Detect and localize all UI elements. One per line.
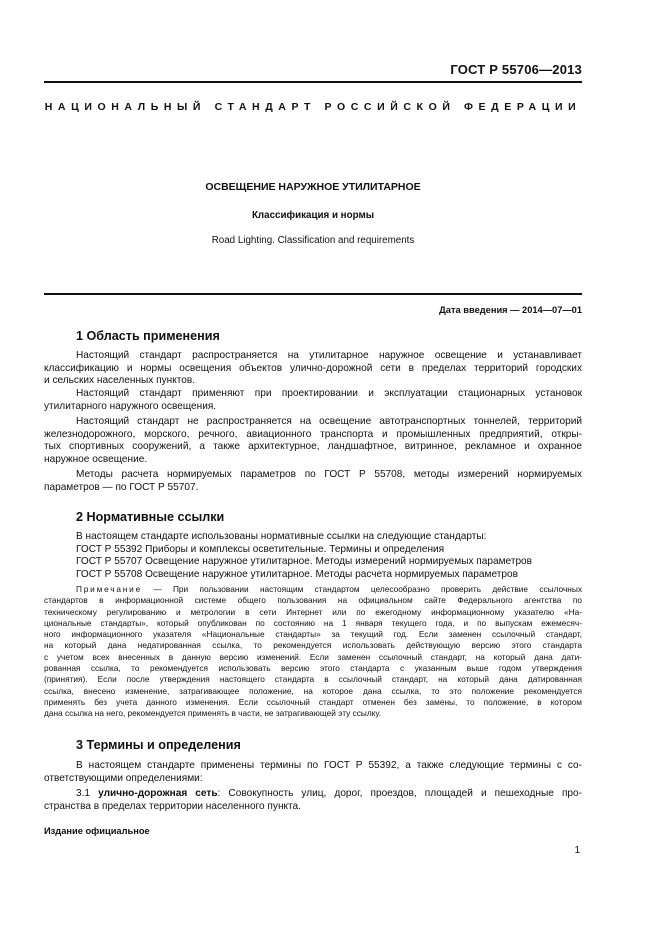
note-line: применять без учета данного изменения. Если ссылочный стандарт отменен без замены, то положение, в котором bbox=[44, 696, 582, 707]
page-number: 1 bbox=[574, 845, 580, 856]
note-label: Примечание bbox=[76, 584, 143, 594]
header-rule bbox=[44, 81, 582, 83]
text-line: железнодорожного, морского, речного, авиационного транспорта и промышленных предприятий, откры- bbox=[44, 428, 582, 440]
section-2-heading: 2 Нормативные ссылки bbox=[76, 510, 225, 524]
section-2-references bbox=[44, 531, 582, 582]
standard-designation: ГОСТ Р 55706—2013 bbox=[450, 62, 582, 77]
title-rule bbox=[44, 293, 582, 295]
section-3-heading: 3 Термины и определения bbox=[76, 738, 241, 752]
section-3-paragraph-1 bbox=[44, 760, 582, 785]
term-definition: : Совокупность улиц, дорог, проездов, площадей и пешеходные про- bbox=[217, 788, 583, 799]
reference-line: ГОСТ Р 55707 Освещение наружное утилитарное. Методы измерений нормируемых параметров bbox=[76, 556, 533, 568]
text-line: В настоящем стандарте применены термины по ГОСТ Р 55392, а также следующие термины с со- bbox=[76, 760, 582, 771]
text-line: Настоящий стандарт применяют при проектировании и эксплуатации стационарных установок bbox=[76, 388, 582, 399]
term-definition-continued: странства в пределах территории населенного пункта. bbox=[44, 800, 301, 812]
text-line: В настоящем стандарте использованы нормативные ссылки на следующие стандарты: bbox=[76, 531, 487, 542]
section-1-paragraph-4 bbox=[44, 469, 582, 494]
document-subtitle: Классификация и нормы bbox=[251, 210, 375, 221]
note-line: ссылка, внесено изменение, затрагивающее положение, на которое дана ссылка, то это положение рекомендуется bbox=[44, 685, 582, 696]
english-title: Road Lighting. Classification and requirements bbox=[211, 235, 415, 246]
note-line: ного информационного указателя «Национальные стандарты» за текущий год. Если заменен ссылочный стандарт, bbox=[44, 629, 582, 640]
note-first-line bbox=[44, 584, 582, 595]
section-1-heading: 1 Область применения bbox=[76, 329, 220, 343]
term-number: 3.1 bbox=[76, 788, 99, 799]
reference-line: ГОСТ Р 55392 Приборы и комплексы осветительные. Термины и определения bbox=[76, 543, 445, 555]
text-line: тых спортивных сооружений, а также архитектурное, ландшафтное, витринное, рекламное и охранное bbox=[44, 441, 582, 453]
note-line: техническому регулированию и метрологии в сети Интернет или по ежегодному информационному указателю «На- bbox=[44, 606, 582, 617]
note-line: циональные стандарты», который опубликован по состоянию на 1 января текущего года, и по выпускам ежемесяч- bbox=[44, 617, 582, 628]
text-line: и сельских населенных пунктов. bbox=[44, 375, 196, 387]
introduction-date: Дата введения — 2014—07—01 bbox=[439, 305, 582, 315]
text-line: ответствующими определениями: bbox=[44, 772, 203, 784]
national-standard-heading: НАЦИОНАЛЬНЫЙ СТАНДАРТ РОССИЙСКОЙ ФЕДЕРАЦИИ bbox=[44, 101, 582, 113]
text-line: наружное освещение. bbox=[44, 454, 148, 466]
term-name: улично-дорожная сеть bbox=[98, 788, 218, 799]
term-3-1 bbox=[44, 788, 582, 813]
text-line: Методы расчета нормируемых параметров по ГОСТ Р 55708, методы измерений нормируемых bbox=[76, 469, 582, 480]
note-line: рованная ссылка, то рекомендуется использовать версию этого стандарта с указанным выше годом утверждения bbox=[44, 663, 582, 674]
reference-line: ГОСТ Р 55708 Освещение наружное утилитарное. Методы расчета нормируемых параметров bbox=[76, 569, 518, 581]
section-2-note bbox=[44, 584, 582, 720]
note-line: на который дана недатированная ссылка, то рекомендуется использовать действующую версию этого стандарта bbox=[44, 640, 582, 651]
text-line: параметров — по ГОСТ Р 55707. bbox=[44, 481, 199, 493]
text-line: Настоящий стандарт распространяется на утилитарное наружное освещение и устанавливает bbox=[76, 350, 582, 361]
text-line: Настоящий стандарт не распространяется на освещение автотранспортных тоннелей, территорий bbox=[76, 416, 582, 427]
note-line: стандартов в информационной системе общего пользования на официальном сайте Федерального агентства по bbox=[44, 595, 582, 606]
note-text: — При пользовании настоящим стандартом целесообразно проверить действие ссылочных bbox=[153, 584, 582, 594]
note-line: дана ссылка на него, рекомендуется применять в части, не затрагивающей эту ссылку. bbox=[44, 708, 382, 719]
section-1-paragraph-3 bbox=[44, 416, 582, 467]
section-1-paragraph-2 bbox=[44, 388, 582, 413]
section-1-paragraph-1 bbox=[44, 350, 582, 388]
text-line: классификацию и нормы освещения объектов улично-дорожной сети в пределах территорий городских bbox=[44, 362, 582, 374]
note-line: (принятия). Если после утверждения настоящего стандарта в ссылочный стандарт, на который дана датированная bbox=[44, 674, 582, 685]
text-line: утилитарного наружного освещения. bbox=[44, 400, 217, 412]
note-line: с учетом всех внесенных в данную версию изменений. Если заменен ссылочный стандарт, на который дана дати- bbox=[44, 651, 582, 662]
term-first-line bbox=[44, 788, 582, 801]
official-edition-label: Издание официальное bbox=[44, 826, 150, 836]
document-title: ОСВЕЩЕНИЕ НАРУЖНОЕ УТИЛИТАРНОЕ bbox=[205, 181, 421, 193]
